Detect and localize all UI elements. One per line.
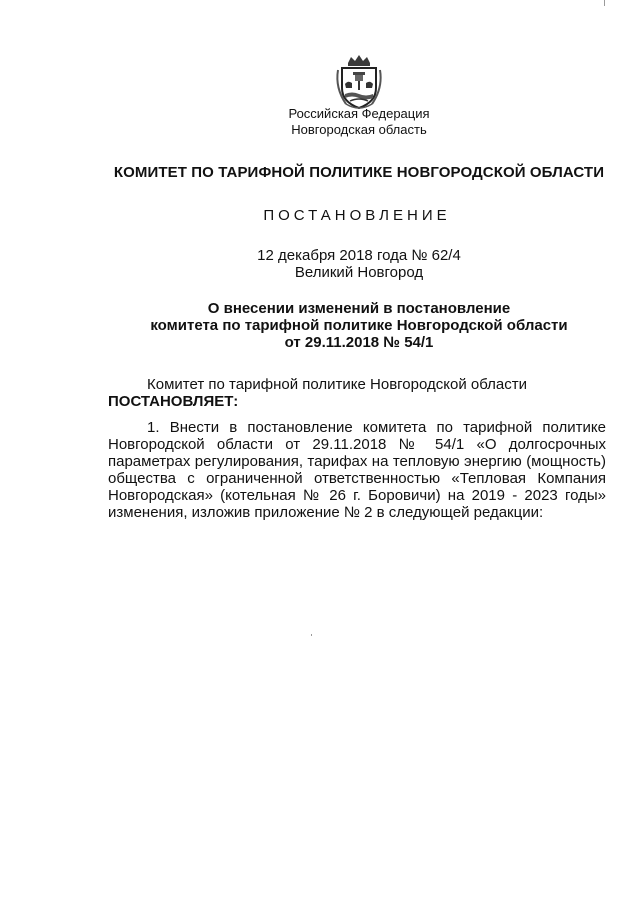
paragraph-1-line-2: Новгородской области от 29.11.2018 № 54/1 «О долгосрочных — [108, 436, 606, 453]
subject-line-3: от 29.11.2018 № 54/1 — [284, 334, 434, 351]
paragraph-1-line-4: общества с ограниченной ответственностью «Тепловая Компания — [108, 470, 606, 487]
coat-of-arms-emblem — [332, 54, 386, 110]
paragraph-1-line-5: Новгородская» (котельная № 26 г. Боровичи) на 2019 - 2023 годы» — [108, 487, 606, 504]
paragraph-1-line-1: 1. Внести в постановление комитета по тарифной политике — [147, 419, 606, 436]
document-city: Великий Новгород — [294, 264, 424, 281]
paragraph-1-line-3: параметрах регулирования, тарифах на тепловую энергию (мощность) — [108, 453, 606, 470]
header-region: Новгородская область — [291, 122, 427, 137]
document-date-number: 12 декабря 2018 года № 62/4 — [257, 247, 461, 264]
decree-word: ПОСТАНОВЛЯЕТ: — [108, 393, 239, 410]
header-country: Российская Федерация — [288, 106, 430, 121]
scan-dot — [311, 634, 312, 636]
subject-line-1: О внесении изменений в постановление — [207, 300, 511, 317]
scan-mark — [604, 0, 605, 6]
document-type: ПОСТАНОВЛЕНИЕ — [263, 207, 451, 224]
intro-text: Комитет по тарифной политике Новгородской области — [147, 376, 527, 393]
subject-line-2: комитета по тарифной политике Новгородской области — [150, 317, 568, 334]
committee-title: КОМИТЕТ ПО ТАРИФНОЙ ПОЛИТИКЕ НОВГОРОДСКОЙ ОБЛАСТИ — [113, 164, 605, 181]
paragraph-1-line-6: изменения, изложив приложение № 2 в следующей редакции: — [108, 504, 544, 521]
